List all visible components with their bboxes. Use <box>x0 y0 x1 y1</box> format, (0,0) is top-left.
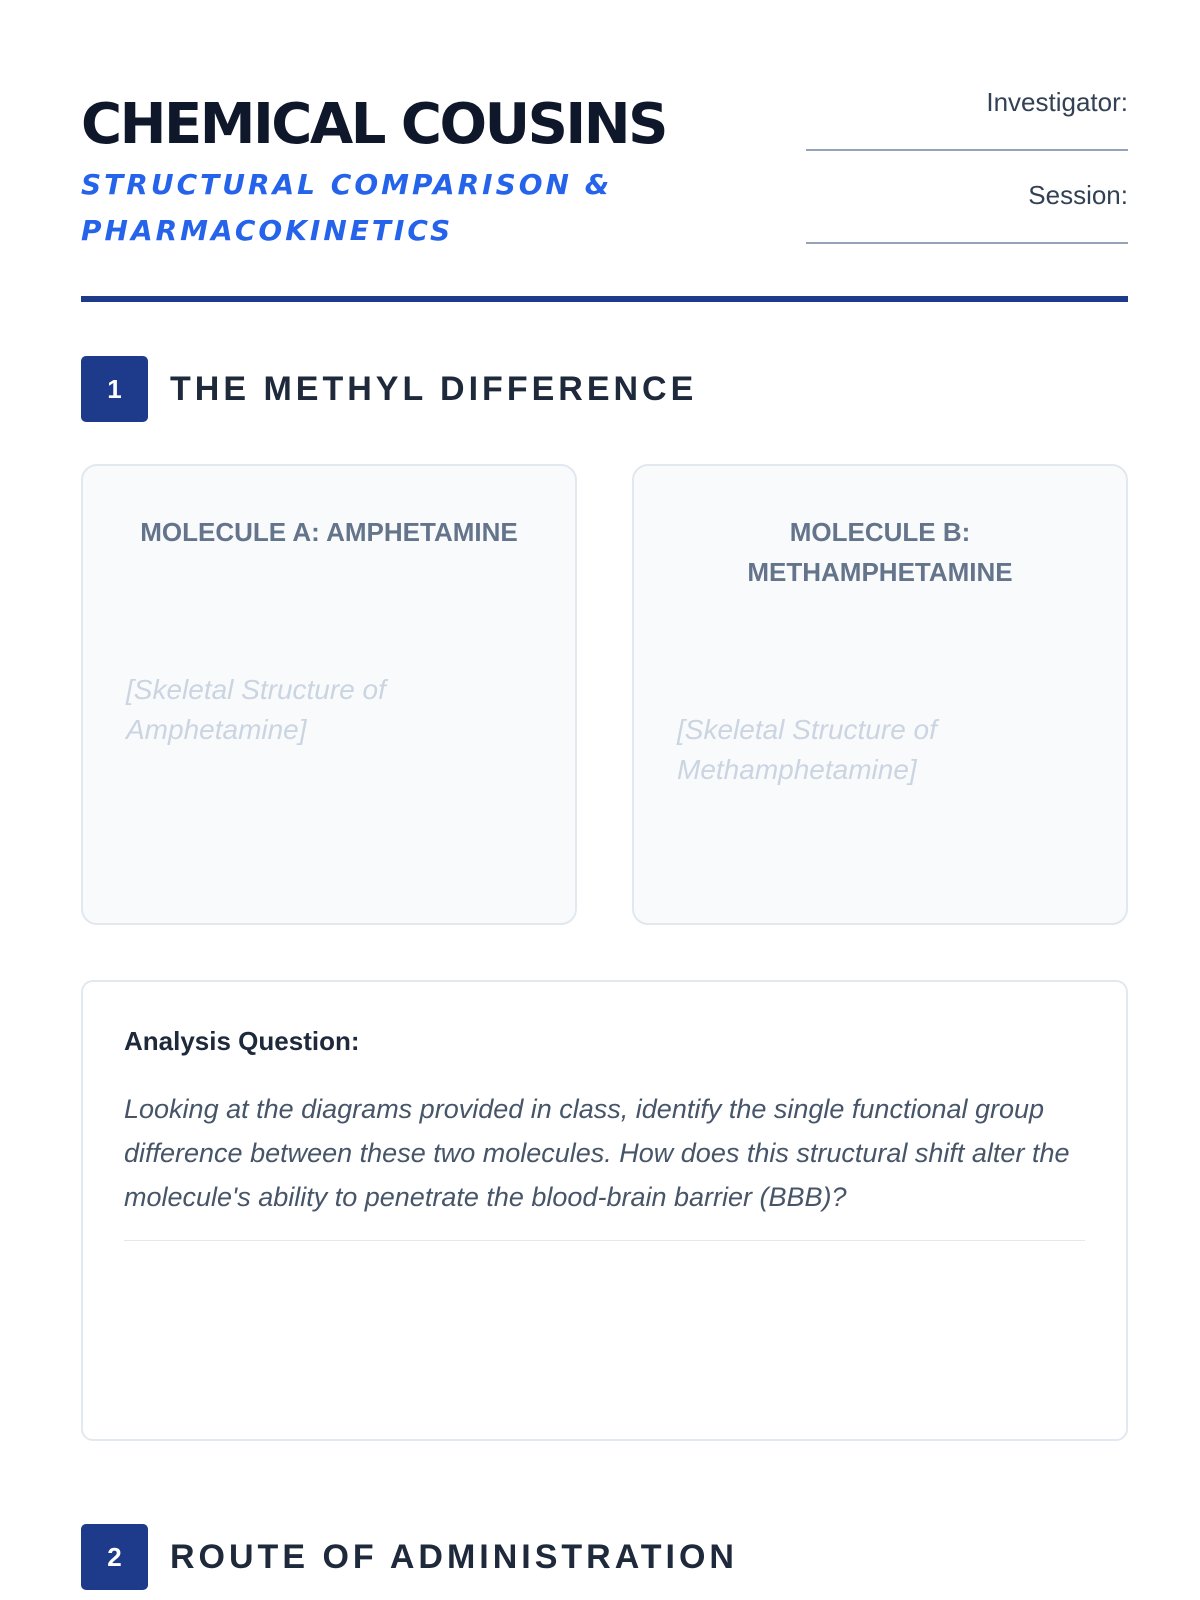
section-1-heading <box>81 356 697 422</box>
molecule-b-title: MOLECULE B: METHAMPHETAMINE <box>747 517 1013 587</box>
section-2-heading <box>81 1524 738 1590</box>
molecule-b-structure-placeholder: [Skeletal Structure of Methamphetamine] <box>677 714 937 785</box>
section-number-badge: 2 <box>81 1524 148 1590</box>
analysis-question-text: Looking at the diagrams provided in class, identify the single functional group difference between these two molecules. How does this structural shift alter the molecule's ability to penetrate the blood-brain barrier (BBB)? <box>124 1094 1070 1212</box>
session-line[interactable] <box>806 242 1128 244</box>
session-label: Session: <box>1028 180 1128 210</box>
molecule-a-card <box>81 464 577 925</box>
section-number-badge: 1 <box>81 356 148 422</box>
answer-line[interactable] <box>124 1240 1085 1241</box>
analysis-question-box <box>81 980 1128 1441</box>
analysis-label: Analysis Question: <box>124 1026 360 1056</box>
molecule-a-structure-placeholder: [Skeletal Structure of Amphetamine] <box>126 674 386 745</box>
molecule-b-card <box>632 464 1128 925</box>
page-subtitle: STRUCTURAL COMPARISON & PHARMACOKINETICS <box>81 168 613 247</box>
session-field[interactable] <box>806 180 1128 210</box>
worksheet-header <box>81 0 1128 305</box>
investigator-field[interactable] <box>806 87 1128 117</box>
section-title: ROUTE OF ADMINISTRATION <box>170 1537 738 1576</box>
investigator-label: Investigator: <box>986 87 1128 117</box>
investigator-line[interactable] <box>806 149 1128 151</box>
header-divider <box>81 296 1128 302</box>
section-title: THE METHYL DIFFERENCE <box>170 369 698 408</box>
page-title: CHEMICAL COUSINS <box>81 92 666 157</box>
molecule-a-title: MOLECULE A: AMPHETAMINE <box>140 517 518 547</box>
